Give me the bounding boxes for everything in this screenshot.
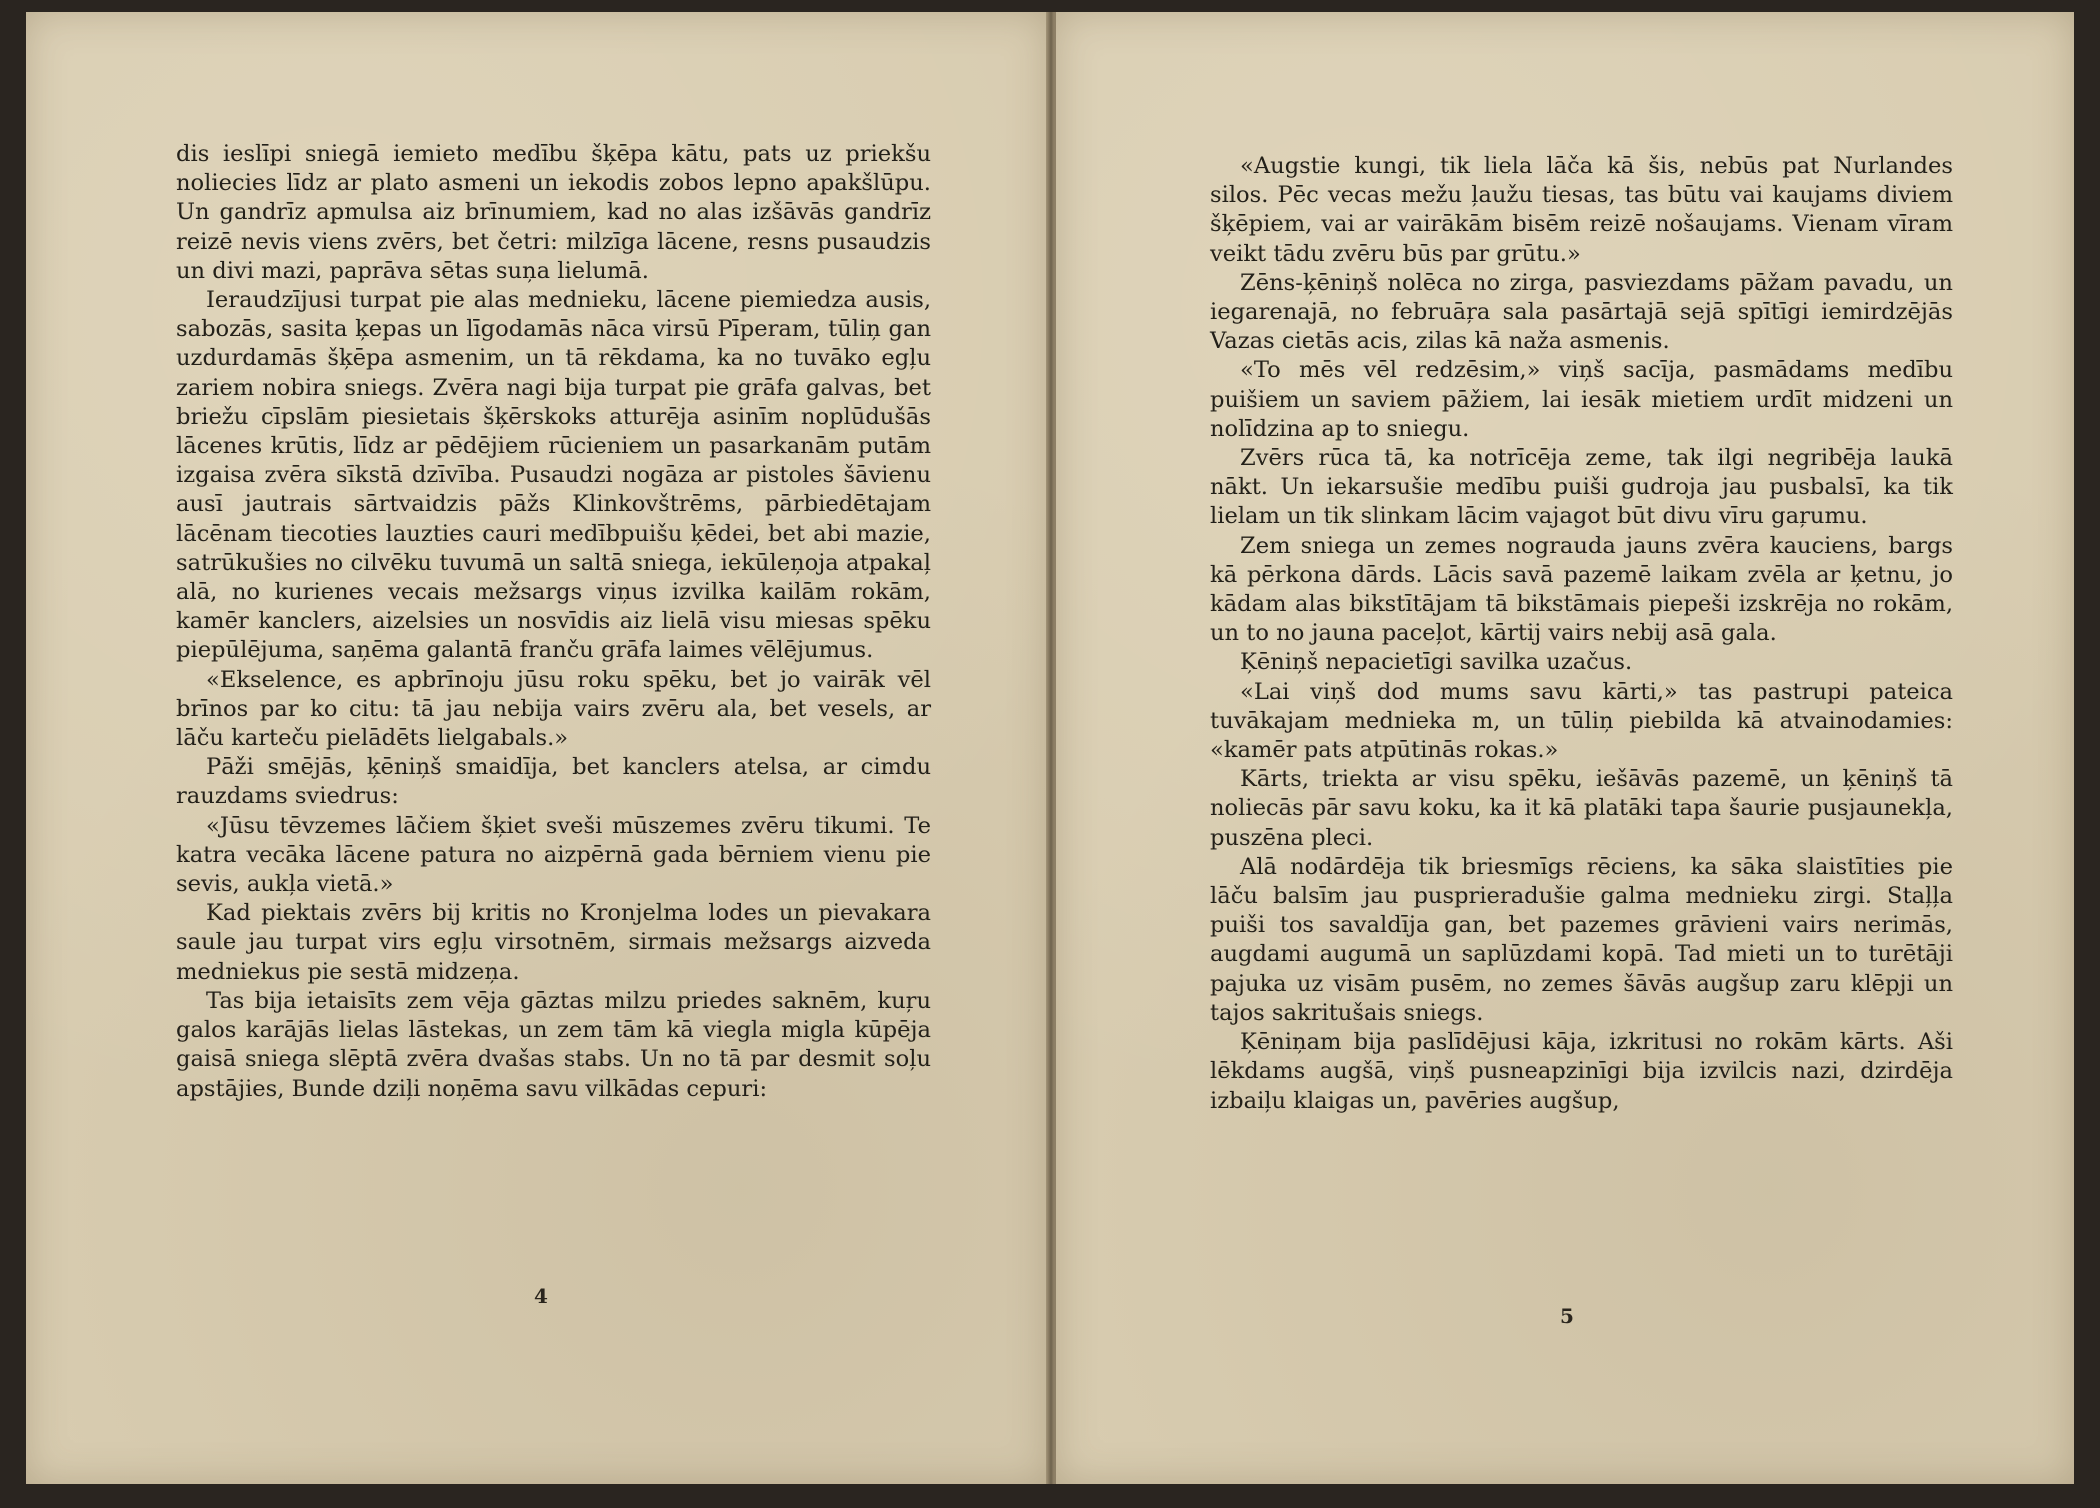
paragraph: Ķēniņam bija paslīdējusi kāja, izkritusi no rokām kārts. Aši lēkdams augšā, viņš pusneapzinīgi bija izvilcis nazi, dzirdēja izbaiļu klaigas un, pavēries augšup, <box>1210 1029 1953 1114</box>
paragraph: «Ekselence, es apbrīnoju jūsu roku spēku, bet jo vairāk vēl brīnos par ko citu: tā jau nebija vairs zvēru ala, bet vesels, ar lāču karteču pielādēts lielgabals.» <box>176 666 931 752</box>
paragraph: «Augstie kungi, tik liela lāča kā šis, nebūs pat Nurlandes silos. Pēc vecas mežu ļaužu tiesas, tas būtu vai kaujams diviem šķēpiem, vai ar vairākām bisēm reizē nošaujams. Vienam vīram veikt tādu zvēru būs par grūtu.» <box>1210 153 1953 267</box>
paragraph: Ieraudzījusi turpat pie alas mednieku, lācene piemiedza ausis, sabozās, sasita ķepas un līgodamās nāca virsū Pīperam, tūliņ gan uzdurdamās šķēpa asmenim, un tā rēkdama, ka no tuvāko egļu zariem nobira sniegs. Zvēra nagi bija turpat pie grāfa galvas, bet briežu cīpslām piesietais šķērskoks atturēja asinīm noplūdušās lācenes krūtis, līdz ar pēdējiem rūcieniem un pasarkanām putām izgaisa zvēra sīkstā dzīvība. Pusaudzi nogāza ar pistoles šāvienu ausī jautrais sārtvaidzis pāžs Klinkovštrēms, pārbiedētajam lācēnam tiecoties lauzties cauri medībpuišu ķēdei, bet abi mazie, satrūkušies no cilvēku tuvumā un saltā sniega, iekūleņoja atpakaļ alā, no kurienes vecais mežsargs viņus izvilka kailām rokām, kamēr kanclers, aizelsies un nosvīdis aiz lielā visu miesas spēku piepūlējuma, saņēma galantā franču grāfa laimes vēlējumus. <box>176 287 931 664</box>
right-page-text <box>1210 152 1953 1116</box>
paragraph: Kārts, triekta ar visu spēku, iešāvās pazemē, un ķēniņš tā noliecās pār savu koku, ka it kā platāki tapa šaurie pusjaunekļa, puszēna pleci. <box>1210 766 1953 851</box>
paragraph: «Lai viņš dod mums savu kārti,» tas pastrupi pateica tuvākajam mednieka m, un tūliņ piebilda kā atvainodamies: «kamēr pats atpūtinās rokas.» <box>1210 678 1953 764</box>
left-page <box>26 12 1050 1484</box>
paragraph: Pāži smējās, ķēniņš smaidīja, bet kanclers atelsa, ar cimdu rauzdams sviedrus: <box>176 754 931 810</box>
paragraph: «To mēs vēl redzēsim,» viņš sacīja, pasmādams medību puišiem un saviem pāžiem, lai iesāk mietiem urdīt midzeni un nolīdzina ap to sniegu. <box>1210 357 1953 442</box>
left-page-text <box>176 140 931 1104</box>
paragraph: Tas bija ietaisīts zem vēja gāztas milzu priedes saknēm, kuŗu galos karājās lielas lāstekas, un zem tām kā viegla migla kūpēja gaisā sniega slēptā zvēra dvašas stabs. Un no tā par desmit soļu apstājies, Bunde dziļi noņēma savu vilkādas cepuri: <box>176 987 931 1102</box>
paragraph: Zvērs rūca tā, ka notrīcēja zeme, tak ilgi negribēja laukā nākt. Un iekarsušie medību puiši gudroja jau pusbalsī, ka tik lielam un tik slinkam lācim vajagot būt divu vīru gaŗumu. <box>1210 445 1953 530</box>
page-number: 5 <box>1560 1304 1574 1328</box>
paragraph: Alā nodārdēja tik briesmīgs rēciens, ka sāka slaistīties pie lāču balsīm jau pusprieradušie galma mednieku zirgi. Staļļa puiši tos savaldīja gan, bet pazemes grāvieni vairs nerimās, augdami augumā un saplūzdami kopā. Tad mieti un to turētāji pajuka uz visām pusēm, no zemes šāvās augšup zaru klēpji un tajos sakritušais sniegs. <box>1210 853 1953 1026</box>
paragraph: Kad piektais zvērs bij kritis no Kronjelma lodes un pievakara saule jau turpat virs egļu virsotnēm, sirmais mežsargs aizveda medniekus pie sestā midzeņa. <box>176 900 931 985</box>
paragraph: Zem sniega un zemes nograuda jauns zvēra kauciens, bargs kā pērkona dārds. Lācis savā pazemē laikam zvēla ar ķetnu, jo kādam alas bikstītājam tā bikstāmais piepeši izskrēja no rokām, un to no jauna paceļot, kārtij vairs nebij asā gala. <box>1210 532 1953 647</box>
paragraph: Zēns-ķēniņš nolēca no zirga, pasviezdams pāžam pavadu, un iegarenajā, no februāŗa sala pasārtajā sejā spītīgi iemirdzējās Vazas cietās acis, zilas kā naža asmenis. <box>1210 269 1953 355</box>
paragraph: dis ieslīpi sniegā iemieto medību šķēpa kātu, pats uz priekšu noliecies līdz ar plato asmeni un iekodis zobos lepno apakšlūpu. Un gandrīz apmulsa aiz brīnumiem, kad no alas izšāvās gandrīz reizē nevis viens zvērs, bet četri: milzīga lācene, resns pusaudzis un divi mazi, paprāva sētas suņa lielumā. <box>176 141 931 284</box>
page-number: 4 <box>534 1284 548 1308</box>
right-page <box>1054 12 2074 1484</box>
paragraph: Ķēniņš nepacietīgi savilka uzačus. <box>1240 649 1633 676</box>
paragraph: «Jūsu tēvzemes lāčiem šķiet sveši mūszemes zvēru tikumi. Te katra vecāka lācene patura no aizpērnā gada bērniem vienu pie sevis, aukļa vietā.» <box>176 812 931 898</box>
